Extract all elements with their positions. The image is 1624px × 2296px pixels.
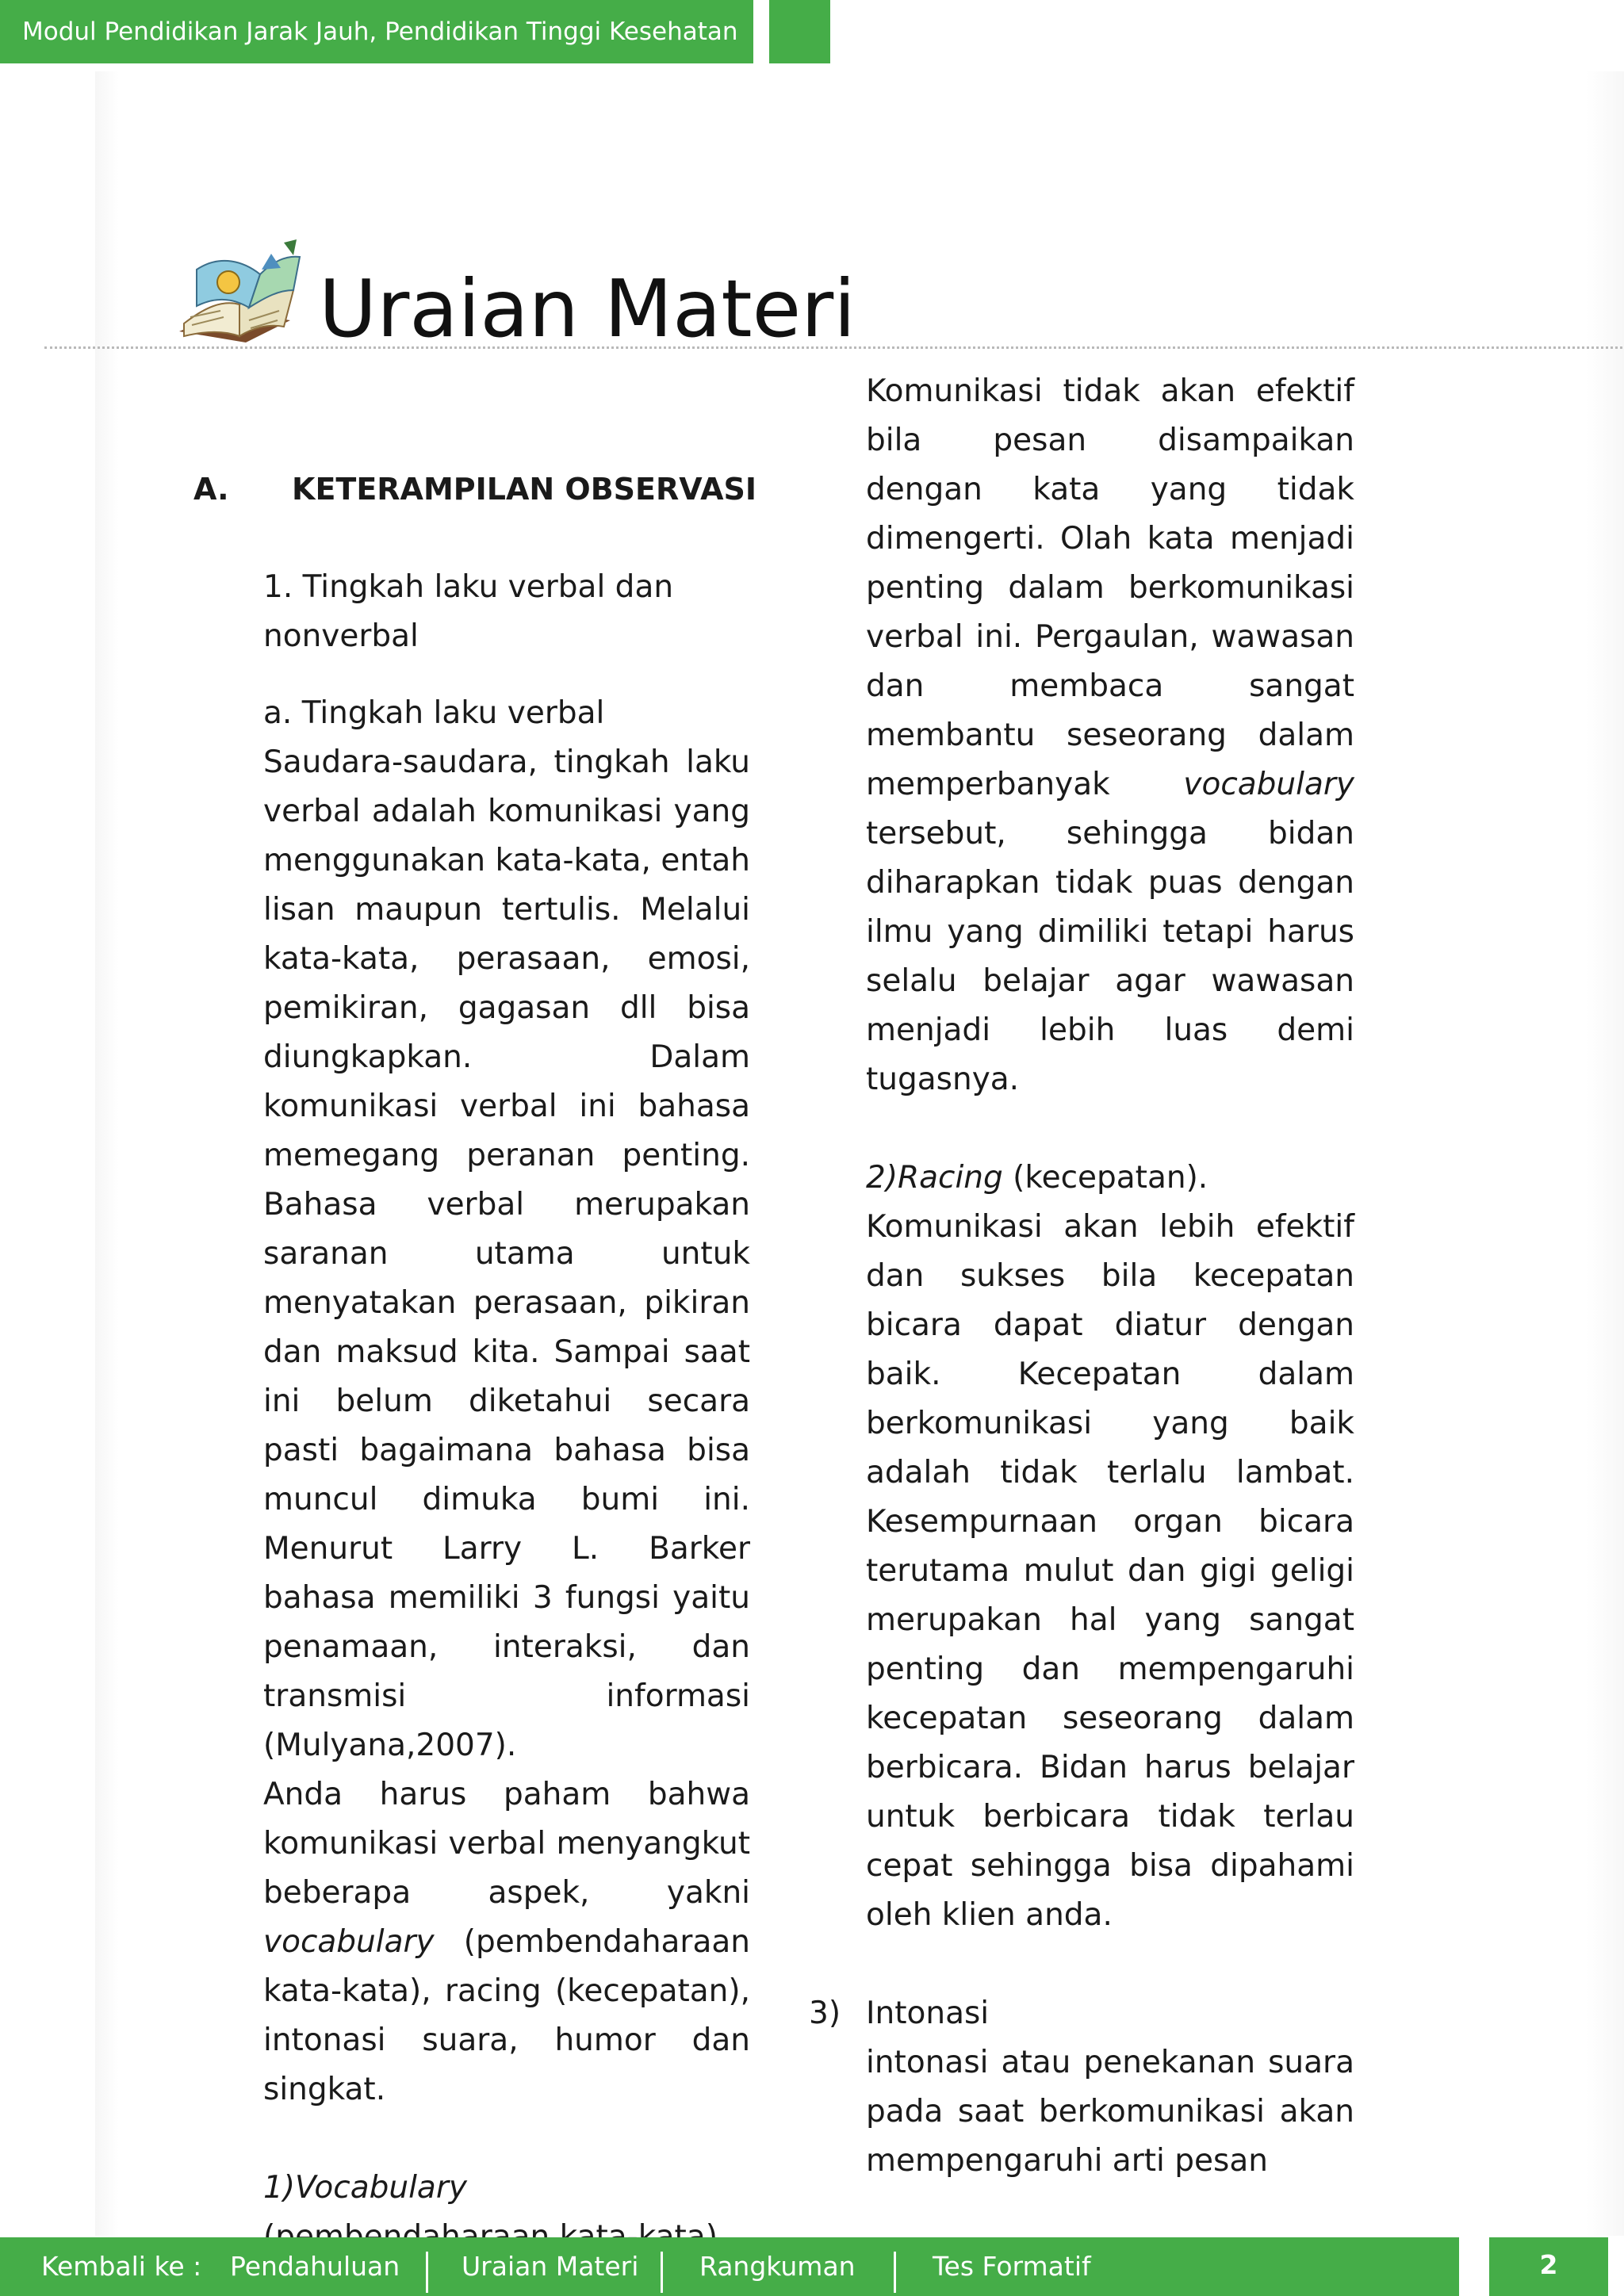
aspects-paragraph: Anda harus paham bahwa komunikasi verbal menyangkut beberapa aspek, yakni vocabulary (pembendaharaan kata-kata), racing (kecepatan), intonasi suara, humor dan singkat. <box>263 1777 750 2107</box>
subheading-a: a. Tingkah laku verbal <box>263 695 605 731</box>
page-number: 2 <box>1489 2237 1608 2296</box>
footer-separator <box>894 2252 896 2293</box>
title-divider <box>44 346 1622 349</box>
racing-item: 2)Racing (kecepatan). <box>866 1160 1208 1196</box>
section-title: Uraian Materi <box>319 262 856 355</box>
footer-back-label: Kembali ke : <box>41 2251 202 2282</box>
footer-nav <box>0 2237 1459 2296</box>
footer-separator <box>426 2252 428 2293</box>
header-accent-block <box>769 0 830 63</box>
section-heading <box>193 465 756 514</box>
footer-link-tes-formatif[interactable]: Tes Formatif <box>933 2251 1091 2282</box>
intonation-paragraph: intonasi atau penekanan suara pada saat berkomunikasi akan mempengaruhi arti pesan <box>866 2045 1354 2179</box>
footer-link-uraian-materi[interactable]: Uraian Materi <box>462 2251 639 2282</box>
item-title: Intonasi <box>866 1996 990 2031</box>
module-header <box>0 0 753 63</box>
intonation-item <box>809 1989 1354 2038</box>
racing-paragraph: Komunikasi akan lebih efektif dan sukses bila kecepatan bicara dapat diatur dengan baik. Kecepatan dalam berkomunikasi yang baik adalah tidak terlalu lambat. Kesempurnaan organ bicara terutama mulut dan gigi geligi merupakan hal yang sangat penting dan mempengaruhi kecepatan seseorang dalam berbicara. Bidan harus belajar untuk berbicara tidak terlau cepat sehingga bisa dipahami oleh klien anda. <box>866 1209 1354 1933</box>
vocabulary-paragraph: Komunikasi tidak akan efektif bila pesan disampaikan dengan kata yang tidak dimengerti. Olah kata menjadi penting dalam berkomunikasi verbal ini. Pergaulan, wawasan dan membaca sangat membantu seseorang dalam memperbanyak vocabulary tersebut, sehingga bidan diharapkan tidak puas dengan ilmu yang dimiliki tetapi harus selalu belajar agar wawasan menjadi lebih luas demi tugasnya. <box>866 373 1354 1097</box>
open-book-icon <box>173 238 308 345</box>
heading-number: A. <box>193 472 229 507</box>
heading-text: KETERAMPILAN OBSERVASI <box>292 472 757 507</box>
footer-separator <box>661 2252 663 2293</box>
right-column <box>809 367 1354 2186</box>
vocabulary-item: 1)Vocabulary <box>263 2170 467 2206</box>
module-title: Modul Pendidikan Jarak Jauh, Pendidikan Tinggi Kesehatan <box>22 17 738 46</box>
left-column <box>263 563 750 2262</box>
subheading-1: 1. Tingkah laku verbal dan nonverbal <box>263 569 674 654</box>
footer-link-pendahuluan[interactable]: Pendahuluan <box>230 2251 400 2282</box>
verbal-paragraph: Saudara-saudara, tingkah laku verbal adalah komunikasi yang menggunakan kata-kata, entah lisan maupun tertulis. Melalui kata-kata, perasaan, emosi, pemikiran, gagasan dll bisa diungkapkan. Dalam komunikasi verbal ini bahasa memegang peranan penting. Bahasa verbal merupakan saranan utama untuk menyatakan perasaan, pikiran dan maksud kita. Sampai saat ini belum diketahui secara pasti bagaimana bahasa bisa muncul dimuka bumi ini. Menurut Larry L. Barker bahasa memiliki 3 fungsi yaitu penamaan, interaksi, dan transmisi informasi (Mulyana,2007). <box>263 744 750 1763</box>
footer-link-rangkuman[interactable]: Rangkuman <box>699 2251 856 2282</box>
item-number: 3) <box>809 1996 841 2031</box>
